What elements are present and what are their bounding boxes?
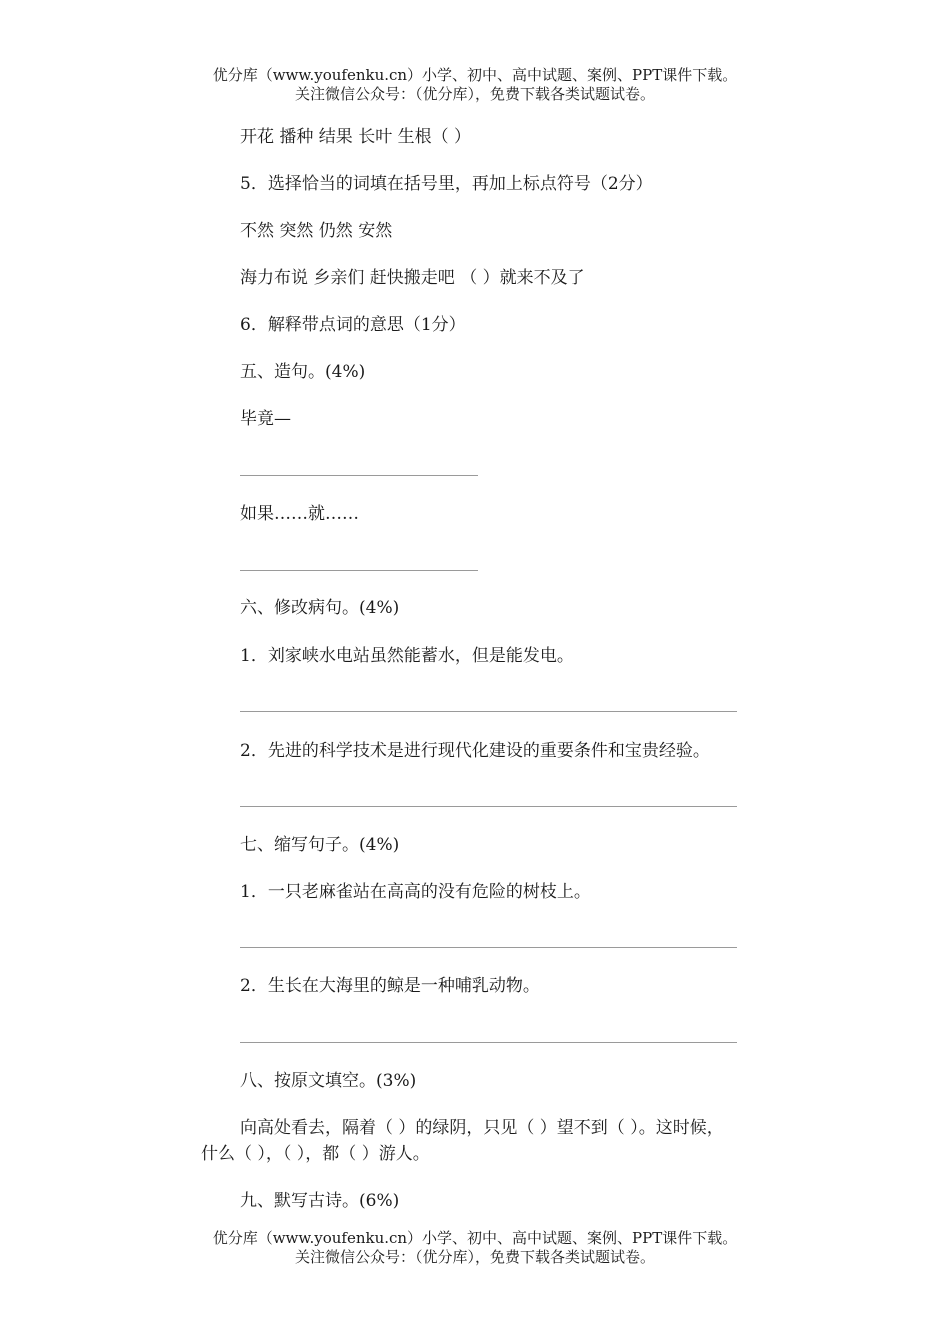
answer-line <box>240 1042 737 1043</box>
answer-line <box>240 570 478 571</box>
section-7-heading: 七、缩写句子。(4%) <box>240 835 400 855</box>
section-7-question-1: 1．一只老麻雀站在高高的没有危险的树枝上。 <box>240 882 591 902</box>
section-7-question-2: 2．生长在大海里的鲸是一种哺乳动物。 <box>240 976 540 996</box>
section-5-word-2: 如果……就…… <box>240 504 359 524</box>
answer-line <box>240 475 478 476</box>
question-5-sentence: 海力布说 乡亲们 赶快搬走吧 （ ）就来不及了 <box>240 268 585 288</box>
footer-line-1: 优分库（www.youfenku.cn）小学、初中、高中试题、案例、PPT课件下载。 <box>212 1229 738 1247</box>
section-8-passage-line-2: 什么（ ），（ ），都（ ）游人。 <box>201 1144 430 1164</box>
section-5-word-1: 毕竟— <box>240 409 291 429</box>
answer-line <box>240 947 737 948</box>
section-6-heading: 六、修改病句。(4%) <box>240 598 400 618</box>
ordering-words: 开花 播种 结果 长叶 生根（ ） <box>240 127 472 147</box>
section-5-heading: 五、造句。(4%) <box>240 362 366 382</box>
answer-line <box>240 711 737 712</box>
section-8-passage-line-1: 向高处看去，隔着（ ）的绿阴，只见（ ）望不到（ ）。这时候， <box>240 1118 724 1138</box>
section-6-question-2: 2．先进的科学技术是进行现代化建设的重要条件和宝贵经验。 <box>240 741 710 761</box>
section-6-question-1: 1．刘家峡水电站虽然能蓄水，但是能发电。 <box>240 646 574 666</box>
header-line-1: 优分库（www.youfenku.cn）小学、初中、高中试题、案例、PPT课件下载。 <box>212 66 738 84</box>
question-5-word-choices: 不然 突然 仍然 安然 <box>240 221 393 241</box>
question-5-title: 5．选择恰当的词填在括号里，再加上标点符号（2分） <box>240 174 653 194</box>
question-6-title: 6．解释带点词的意思（1分） <box>240 315 466 335</box>
answer-line <box>240 806 737 807</box>
page-footer <box>0 1229 950 1267</box>
footer-line-2: 关注微信公众号：（优分库），免费下载各类试题试卷。 <box>294 1248 655 1266</box>
header-line-2: 关注微信公众号：（优分库），免费下载各类试题试卷。 <box>294 85 655 103</box>
section-8-heading: 八、按原文填空。(3%) <box>240 1071 417 1091</box>
page-header <box>0 66 950 104</box>
section-9-heading: 九、默写古诗。(6%) <box>240 1191 400 1211</box>
